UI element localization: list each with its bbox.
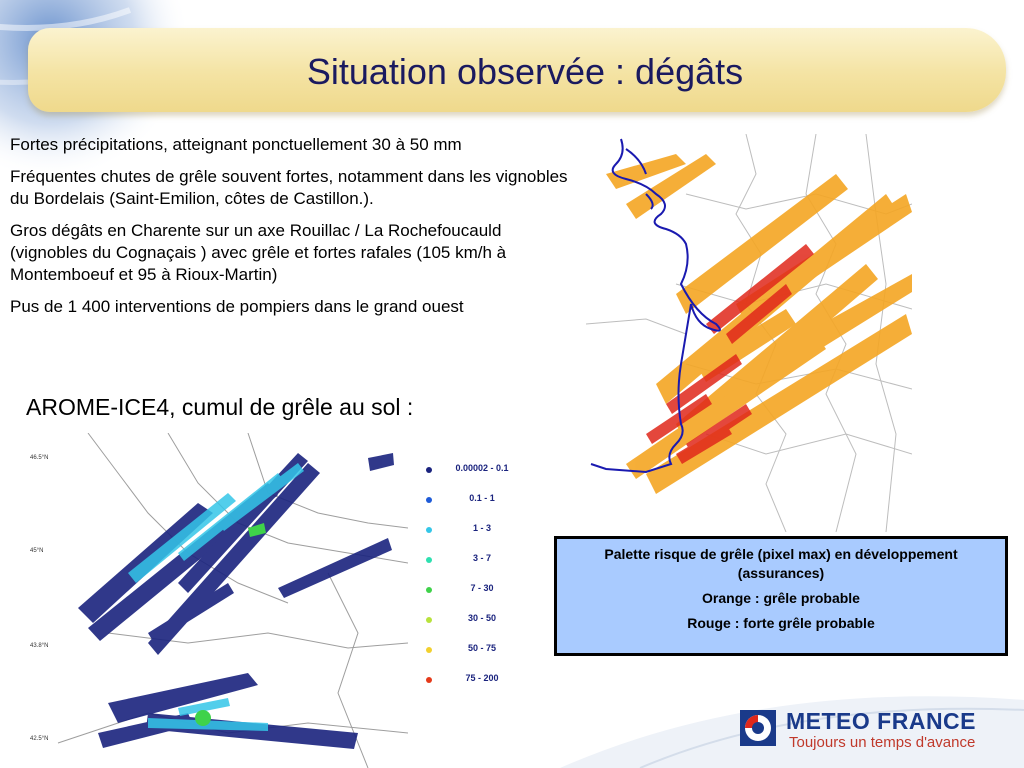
palette-info-box <box>554 536 1008 656</box>
brand-name: METEO FRANCE <box>786 708 976 734</box>
legend-label: 7 - 30 <box>470 583 494 593</box>
legend-label: 30 - 50 <box>467 613 497 623</box>
hail-legend <box>420 458 520 698</box>
legend-dot <box>426 497 432 503</box>
hail-swath-dark <box>78 453 394 749</box>
legend-label: 0.00002 - 0.1 <box>455 463 509 473</box>
model-map-title: AROME-ICE4, cumul de grêle au sol : <box>26 394 414 420</box>
legend-dot <box>426 647 432 653</box>
legend-dot <box>426 617 432 623</box>
arome-hail-map <box>28 433 408 768</box>
lat-label-3: 43.8°N <box>30 643 49 649</box>
meteo-france-logo-icon <box>740 710 776 746</box>
legend-item <box>420 668 520 698</box>
hail-max-spot <box>195 710 211 726</box>
legend-label: 3 - 7 <box>472 553 491 563</box>
legend-item <box>420 608 520 638</box>
legend-label: 75 - 200 <box>465 673 499 683</box>
observation-text <box>10 134 570 328</box>
legend-item <box>420 548 520 578</box>
legend-label: 0.1 - 1 <box>469 493 495 503</box>
legend-item <box>420 638 520 668</box>
observed-hail-map <box>586 134 912 532</box>
lat-label-1: 46.5°N <box>30 455 49 461</box>
legend-item <box>420 518 520 548</box>
bullet-charente-damage: Gros dégâts en Charente sur un axe Rouillac / La Rochefoucauld (vignobles du Cognaçais ) avec grêle et fortes rafales (105 km/h à Montemboeuf et 95 à Rioux-Martin) <box>10 221 507 284</box>
legend-label: 1 - 3 <box>472 523 491 533</box>
lat-label-2: 45°N <box>30 548 44 554</box>
legend-dot <box>426 467 432 473</box>
slide-title: Situation observée : dégâts <box>306 51 744 92</box>
palette-description: Palette risque de grêle (pixel max) en développement (assurances) <box>604 546 958 581</box>
bullet-hail: Fréquentes chutes de grêle souvent fortes, notamment dans les vignobles du Bordelais (Saint-Emilion, côtes de Castillon.). <box>10 167 568 208</box>
palette-red: Rouge : forte grêle probable <box>687 615 875 631</box>
bullet-firefighters: Pus de 1 400 interventions de pompiers dans le grand ouest <box>10 297 464 316</box>
bullet-precipitation: Fortes précipitations, atteignant ponctuellement 30 à 50 mm <box>10 135 462 154</box>
legend-item <box>420 458 520 488</box>
legend-label: 50 - 75 <box>467 643 497 653</box>
lat-label-4: 42.5°N <box>30 736 49 742</box>
legend-dot <box>426 557 432 563</box>
legend-dot <box>426 677 432 683</box>
legend-dot <box>426 587 432 593</box>
legend-item <box>420 488 520 518</box>
brand-slogan: Toujours un temps d'avance <box>789 734 976 751</box>
legend-dot <box>426 527 432 533</box>
legend-item <box>420 578 520 608</box>
palette-orange: Orange : grêle probable <box>702 590 860 606</box>
